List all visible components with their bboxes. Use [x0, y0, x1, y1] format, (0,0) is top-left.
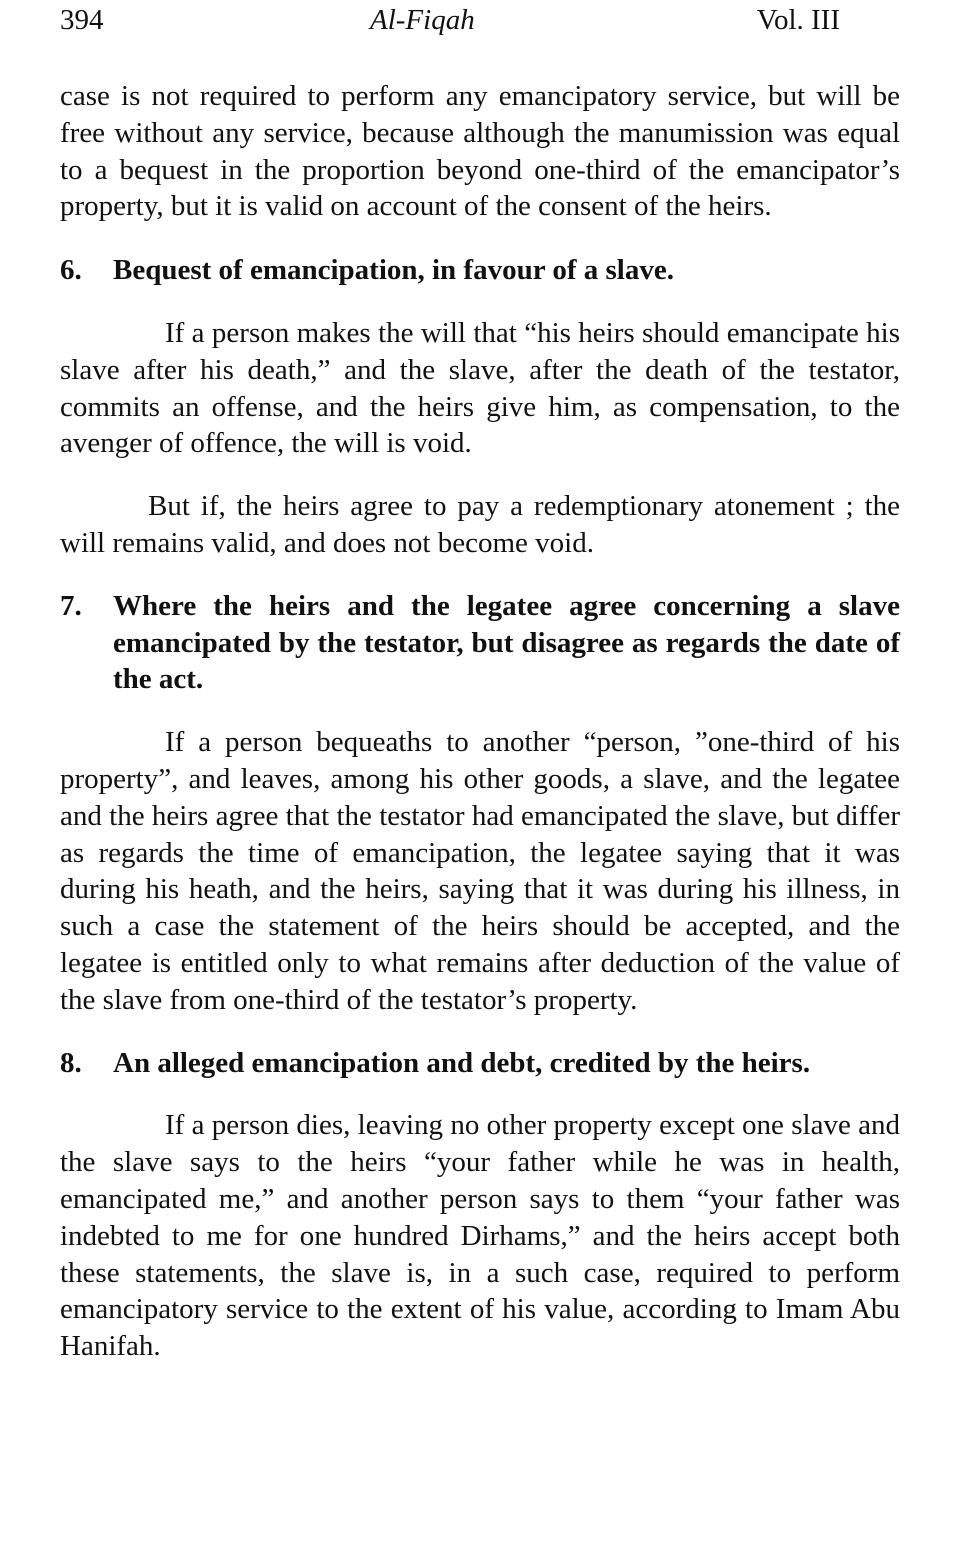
section-number: 6. [60, 254, 82, 287]
running-title: Al-Fiqah [370, 4, 475, 36]
page-number: 394 [60, 4, 104, 36]
section-number: 8. [60, 1046, 82, 1079]
section-heading-7 [60, 588, 900, 698]
section-heading-6 [60, 252, 900, 289]
page-body [60, 78, 900, 1391]
section-title: Where the heirs and the legatee agree concerning a slave emancipated by the testator, but disagree as regards the date of the act. [113, 589, 900, 696]
section-title: An alleged emancipation and debt, credited by the heirs. [113, 1046, 811, 1079]
continuation-paragraph: case is not required to perform any emancipatory service, but will be free without any service, because although the manumission was equal to a bequest in the proportion beyond one-third of the emancipator’s property, but it is valid on account of the consent of the heirs. [60, 80, 900, 223]
page-header [60, 4, 840, 44]
section-heading-8 [60, 1045, 900, 1082]
paragraph: But if, the heirs agree to pay a redemptionary atonement ; the will remains valid, and does not become void. [60, 490, 900, 559]
section-title: Bequest of emancipation, in favour of a slave. [113, 254, 674, 287]
paragraph: If a person makes the will that “his heirs should emancipate his slave after his death,” and the slave, after the death of the testator, commits an offense, and the heirs give him, as compensation, to the avenger of offence, the will is void. [60, 316, 900, 460]
section-number: 7. [60, 589, 82, 622]
paragraph: If a person bequeaths to another “person, ”one-third of his property”, and leaves, among his other goods, a slave, and the legatee and the heirs agree that the testator had emancipated the slave, but differ as regards the time of emancipation, the legatee saying that it was during his heath, and the heirs, saying that it was during his illness, in such a case the statement of the heirs should be accepted, and the legatee is entitled only to what remains after deduction of the value of the slave from one-third of the testator’s property. [60, 726, 900, 1016]
volume-label: Vol. III [756, 4, 840, 36]
paragraph: If a person dies, leaving no other property except one slave and the slave says to the heirs “your father while he was in health, emancipated me,” and another person says to them “your father was indebted to me for one hundred Dirhams,” and the heirs accept both these statements, the slave is, in a such case, required to perform emancipatory service to the extent of his value, according to Imam Abu Hanifah. [60, 1109, 900, 1363]
